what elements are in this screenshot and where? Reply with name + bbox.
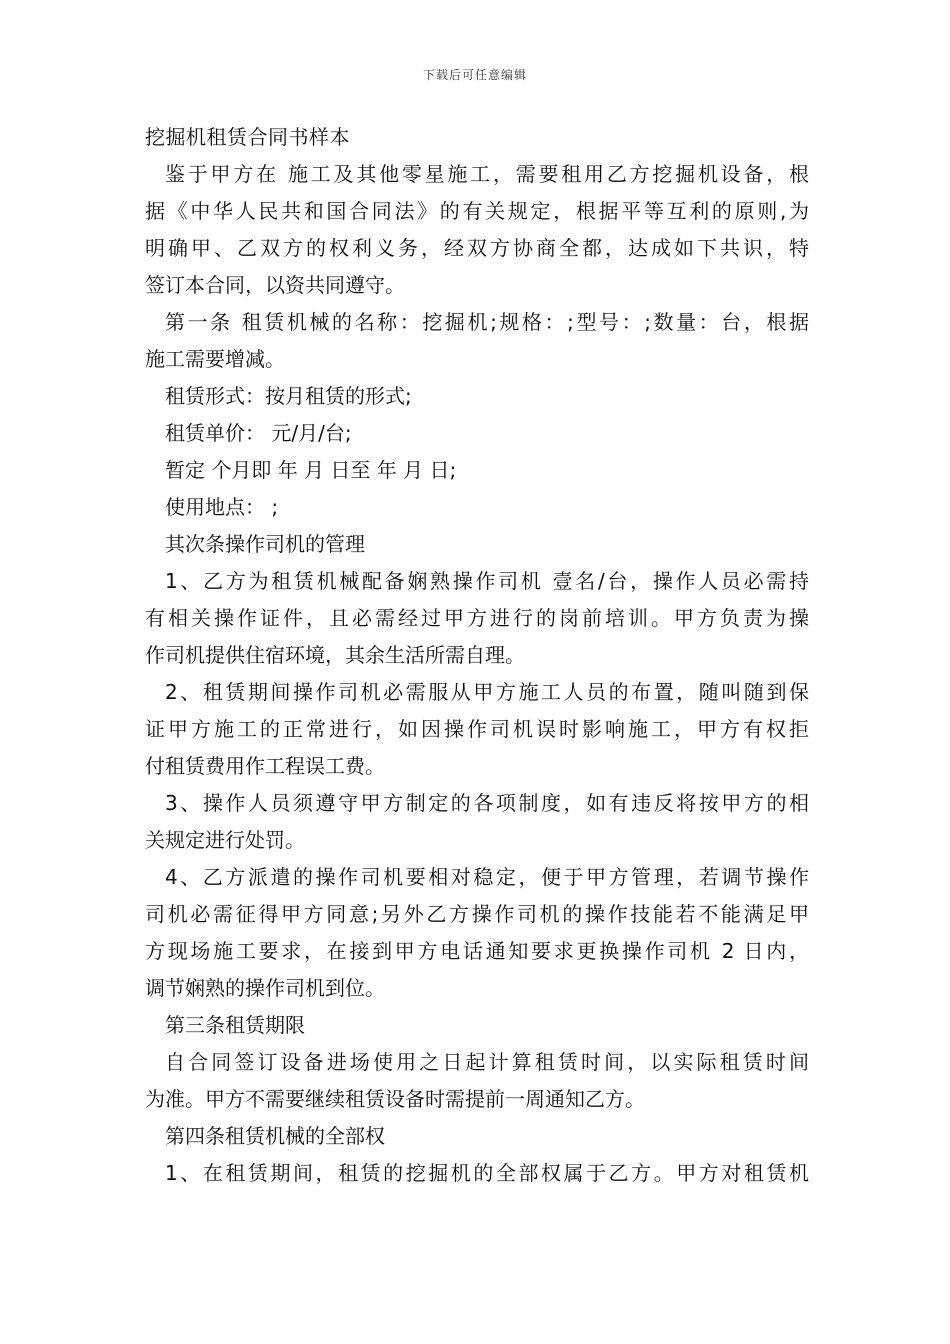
document-line: 第一条 租赁机械的名称：挖掘机;规格：;型号：;数量：台，根据 [165,310,809,334]
document-body [145,119,809,1192]
document-line: 施工需要增减。 [145,347,285,371]
document-line: 有相关操作证件，且必需经过甲方进行的岗前培训。甲方负责为操 [145,606,809,630]
document-line: 司机必需征得甲方同意;另外乙方操作司机的操作技能若不能满足甲 [145,902,809,926]
document-line: 3、操作人员须遵守甲方制定的各项制度，如有违反将按甲方的相 [165,791,809,815]
document-line: 租赁单价： 元/月/台; [165,421,352,445]
document-line: 作司机提供住宿环境，其余生活所需自理。 [145,643,525,667]
document-line: 其次条操作司机的管理 [165,532,365,556]
document-line: 付租赁费用作工程误工费。 [145,754,385,778]
document-line: 第四条租赁机械的全部权 [165,1124,385,1148]
document-line: 签订本合同，以资共同遵守。 [145,273,405,297]
document-line: 关规定进行处罚。 [145,828,305,852]
document-paragraphs [145,156,809,1192]
document-line: 租赁形式：按月租赁的形式; [165,384,412,408]
document-line: 方现场施工要求，在接到甲方电话通知要求更换操作司机 2 日内， [145,939,809,963]
document-line: 使用地点： ; [165,495,279,519]
document-line: 自合同签订设备进场使用之日起计算租赁时间，以实际租赁时间 [165,1050,809,1074]
document-line: 明确甲、乙双方的权利义务，经双方协商全都，达成如下共识，特 [145,236,809,260]
document-line: 4、乙方派遣的操作司机要相对稳定，便于甲方管理，若调节操作 [165,865,809,889]
document-line: 2、租赁期间操作司机必需服从甲方施工人员的布置，随叫随到保 [165,680,809,704]
document-line: 第三条租赁期限 [165,1013,305,1037]
document-line: 据《中华人民共和国合同法》的有关规定，根据平等互利的原则,为 [145,199,809,223]
document-line: 1、乙方为租赁机械配备娴熟操作司机 壹名/台，操作人员必需持 [165,569,809,593]
document-line: 1、在租赁期间，租赁的挖掘机的全部权属于乙方。甲方对租赁机 [165,1161,809,1185]
page-header: 下载后可任意编辑 [422,68,527,82]
document-line: 鉴于甲方在 施工及其他零星施工，需要租用乙方挖掘机设备，根 [165,162,809,186]
document-title: 挖掘机租赁合同书样本 [145,125,350,149]
document-line: 证甲方施工的正常进行，如因操作司机误时影响施工，甲方有权拒 [145,717,809,741]
document-line: 调节娴熟的操作司机到位。 [145,976,385,1000]
document-line: 暂定 个月即 年 月 日至 年 月 日; [165,458,457,482]
document-line: 为准。甲方不需要继续租赁设备时需提前一周通知乙方。 [145,1087,645,1111]
